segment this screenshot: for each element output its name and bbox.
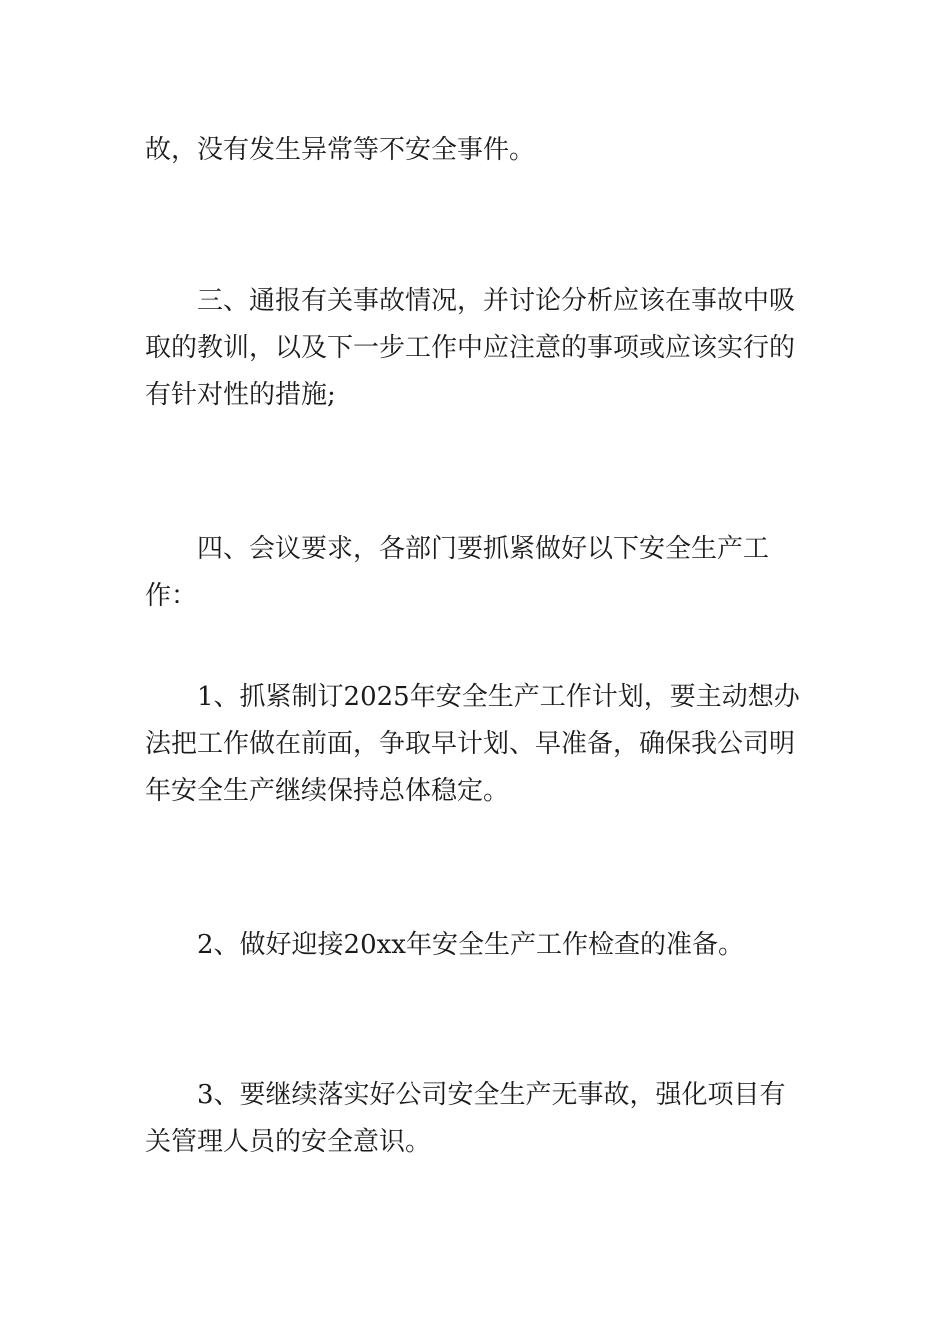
paragraph-item-three: 三、通报有关事故情况，并讨论分析应该在事故中吸取的教训，以及下一步工作中应注意的事项或应该实行的有针对性的措施; — [145, 286, 796, 410]
paragraph-subitem-3: 3、要继续落实好公司安全生产无事故，强化项目有关管理人员的安全意识。 — [145, 1080, 786, 1157]
paragraph-subitem-2: 2、做好迎接20xx年安全生产工作检查的准备。 — [197, 930, 744, 960]
paragraph-subitem-1: 1、抓紧制订2025年安全生产工作计划，要主动想办法把工作做在前面，争取早计划、早准备，确保我公司明年安全生产继续保持总体稳定。 — [145, 682, 800, 806]
paragraph-continuation: 故，没有发生异常等不安全事件。 — [145, 135, 536, 165]
paragraph-item-four: 四、会议要求，各部门要抓紧做好以下安全生产工作： — [145, 534, 770, 611]
